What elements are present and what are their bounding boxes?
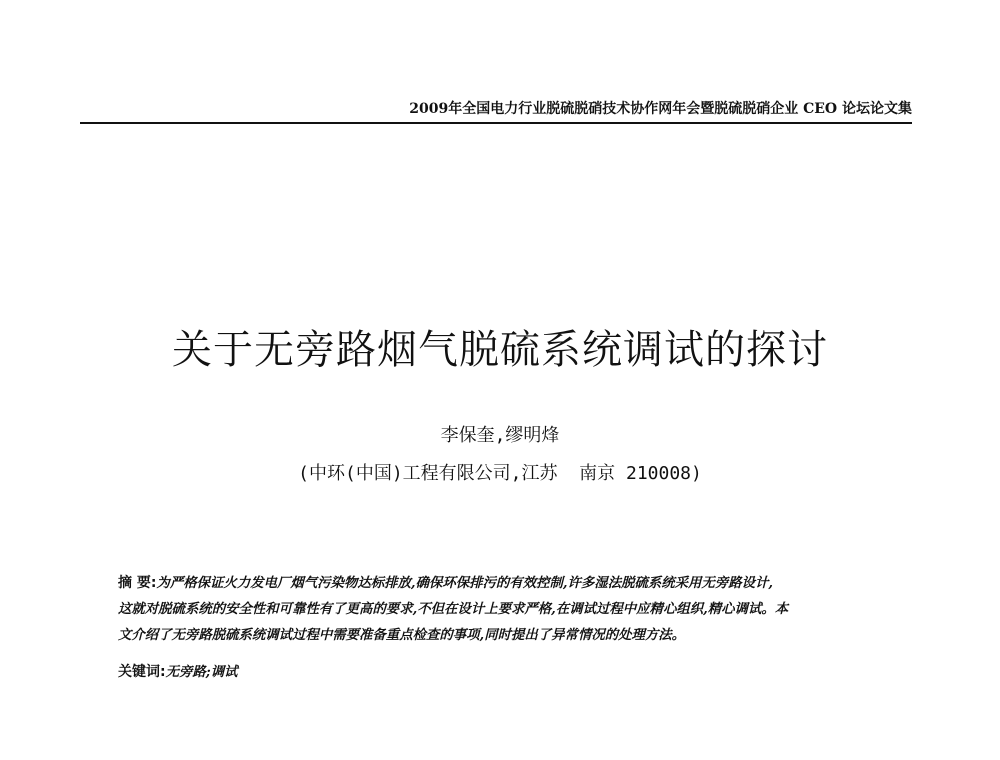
- paper-authors: 李保奎,缪明烽: [440, 425, 560, 446]
- keywords-text: 无旁路;调试: [165, 664, 238, 680]
- abstract: [118, 570, 898, 648]
- keywords-label: 关键词:: [118, 664, 166, 680]
- paper-affiliation: (中环(中国)工程有限公司,江苏 南京 210008): [298, 463, 702, 484]
- keywords: [118, 661, 898, 681]
- abstract-line-3: 文介绍了无旁路脱硫系统调试过程中需要准备重点检查的事项,同时提出了异常情况的处理方法。: [118, 627, 686, 643]
- running-header-title: 2009年全国电力行业脱硫脱硝技术协作网年会暨脱硫脱硝企业 CEO 论坛论文集: [409, 101, 912, 117]
- abstract-label: 摘 要:: [118, 575, 157, 591]
- running-header: [80, 92, 912, 124]
- abstract-line-1: [118, 570, 898, 596]
- abstract-line-2: 这就对脱硫系统的安全性和可靠性有了更高的要求,不但在设计上要求严格,在调试过程中应精心组织,精心调试。本: [118, 601, 789, 617]
- abstract-text-1: 为严格保证火力发电厂烟气污染物达标排放,确保环保排污的有效控制,许多湿法脱硫系统采用无旁路设计,: [156, 575, 774, 591]
- paper-title: 关于无旁路烟气脱硫系统调试的探讨: [172, 327, 828, 373]
